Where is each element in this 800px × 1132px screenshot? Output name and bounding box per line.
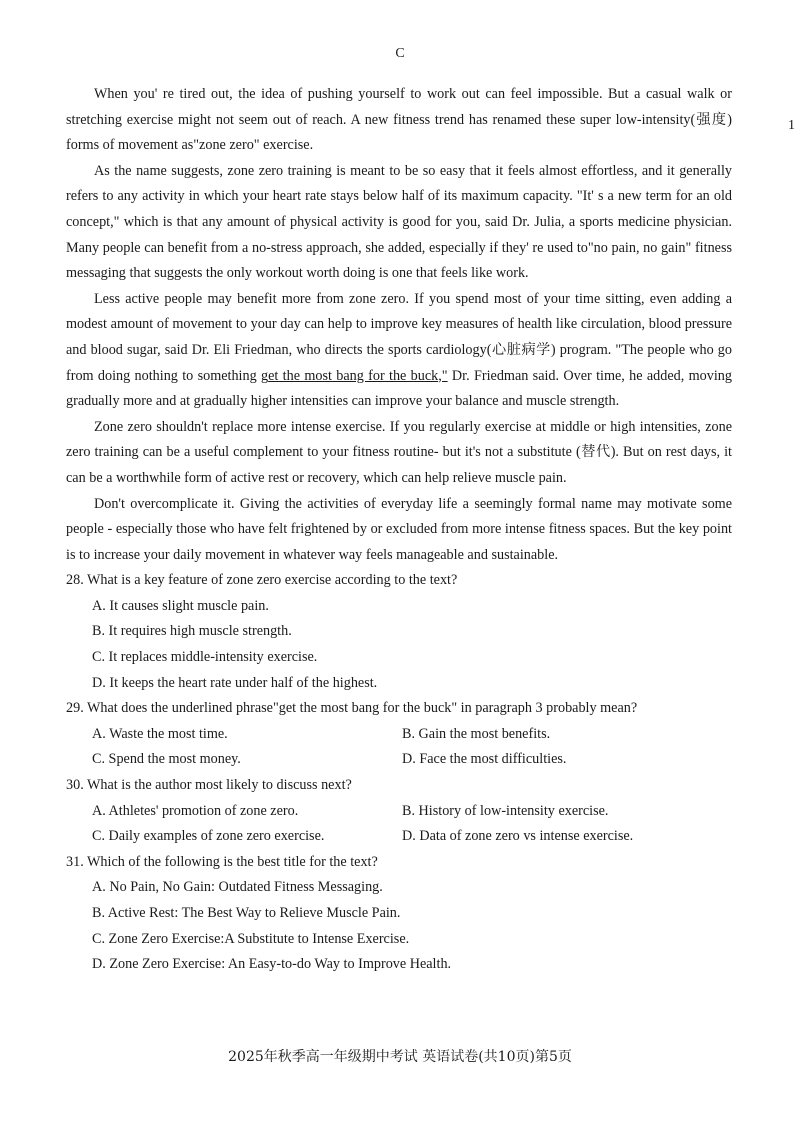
question-28 <box>66 568 732 696</box>
question-31-stem: 31. Which of the following is the best title for the text? <box>66 853 378 870</box>
paragraph-5: Don't overcomplicate it. Giving the activities of everyday life a seemingly formal name may motivate some people - especially those who have felt frightened by or excluded from more intense fitness spaces. But the key point is to increase your daily movement in whatever way feels manageable and sustainable. <box>66 495 732 563</box>
question-30 <box>66 773 732 850</box>
question-29-option-b: B. Gain the most benefits. <box>402 725 551 742</box>
question-29-option-d: D. Face the most difficulties. <box>402 751 567 768</box>
question-31-option-a: A. No Pain, No Gain: Outdated Fitness Messaging. <box>92 879 383 896</box>
question-31 <box>66 850 732 978</box>
question-30-option-d: D. Data of zone zero vs intense exercise. <box>402 828 634 845</box>
question-30-option-c: C. Daily examples of zone zero exercise. <box>92 828 325 845</box>
paragraph-3-before: Less active people may benefit more from zone zero. If you spend most of your time sitting, even adding a modest amount of movement to your day can help to improve key measures of health like circulation, blood pressure and blood sugar, said Dr. Eli Friedman, who directs the sports cardiology(心脏病学) program. "The people who go from doing nothing to something g <box>66 290 732 384</box>
page-footer: 2025年秋季高一年级期中考试 英语试卷(共10页)第5页 <box>228 1049 572 1065</box>
reading-passage-c <box>66 82 732 978</box>
question-30-options <box>66 799 732 850</box>
question-30-stem: 30. What is the author most likely to discuss next? <box>66 777 352 794</box>
question-28-stem: 28. What is a key feature of zone zero exercise according to the text? <box>66 572 458 589</box>
underlined-phrase: et the most bang for the buck," <box>268 367 448 384</box>
paragraph-3 <box>66 287 732 415</box>
question-29-option-c: C. Spend the most money. <box>92 751 241 768</box>
paragraph-1: When you' re tired out, the idea of pushing yourself to work out can feel impossible. But a casual walk or stretching exercise might not seem out of reach. A new fitness trend has renamed these super low-intensity(强度) forms of movement as"zone zero" exercise. <box>66 86 732 154</box>
question-28-option-c: C. It replaces middle-intensity exercise. <box>92 649 318 666</box>
question-28-option-d: D. It keeps the heart rate under half of the highest. <box>92 674 378 691</box>
question-29-option-a: A. Waste the most time. <box>92 725 228 742</box>
question-29-options <box>66 722 732 773</box>
question-28-option-b: B. It requires high muscle strength. <box>92 623 292 640</box>
question-29-stem: 29. What does the underlined phrase"get the most bang for the buck" in paragraph 3 probably mean? <box>66 700 638 717</box>
question-31-option-c: C. Zone Zero Exercise:A Substitute to Intense Exercise. <box>92 930 410 947</box>
paragraph-2: As the name suggests, zone zero training is meant to be so easy that it feels almost effortless, and it generally refers to any activity in which your heart rate stays below half of its maximum capacity. "It' s a new term for an old concept," which is that any amount of physical activity is good for you, said Dr. Julia, a sports medicine physician. Many people can benefit from a no-stress approach, she added, especially if they' re used to"no pain, no gain" fitness messaging that suggests the only workout worth doing is one that feels like work. <box>66 162 732 282</box>
paragraph-3-after: Dr. Friedman said. Over time, he added, moving gradually more and at gradually higher intensities can improve your balance and muscle strength. <box>66 367 732 410</box>
paragraph-4: Zone zero shouldn't replace more intense exercise. If you regularly exercise at middle or high intensities, zone zero training can be a useful complement to your fitness routine- but it's not a substitute (替代). But on rest days, it can be a worthwhile form of active rest or recovery, which can help relieve muscle pain. <box>66 418 732 486</box>
question-31-option-b: B. Active Rest: The Best Way to Relieve Muscle Pain. <box>92 905 401 921</box>
section-letter: C <box>395 46 405 61</box>
side-mark: 1 <box>788 118 795 133</box>
question-31-options <box>66 875 732 977</box>
question-31-option-d: D. Zone Zero Exercise: An Easy-to-do Way to Improve Health. <box>92 956 452 973</box>
question-30-option-b: B. History of low-intensity exercise. <box>402 802 609 819</box>
question-28-options <box>66 594 732 696</box>
question-28-option-a: A. It causes slight muscle pain. <box>92 597 269 614</box>
question-30-option-a: A. Athletes' promotion of zone zero. <box>92 802 299 819</box>
question-29 <box>66 696 732 773</box>
